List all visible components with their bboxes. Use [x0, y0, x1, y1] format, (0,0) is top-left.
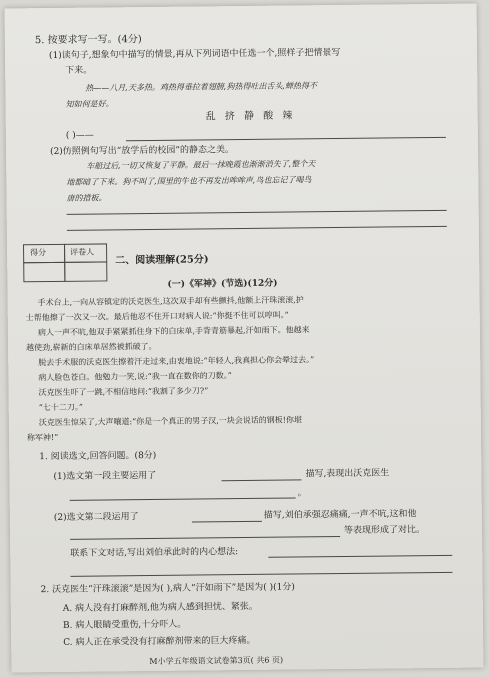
grader-label: 评卷人: [70, 247, 95, 257]
passage-para4: 病人脸色苍白。他勉力一笑,说:“我一直在数你的刀数。”: [38, 371, 232, 383]
q1-sub3-blank2[interactable]: [70, 572, 452, 577]
q2-option-a[interactable]: A. 病人没有打麻醉剂,他为病人感到担忧、紧张。: [62, 601, 258, 614]
q1-sub1-text2: 描写,表现出沃克医生: [305, 468, 390, 480]
q1-sub2-blank1[interactable]: [192, 521, 262, 523]
q2-option-b[interactable]: B. 病人眼睛受重伤,十分吓人。: [62, 619, 187, 631]
q1-sub3-text: 联系下文对话,写出刘伯承此时的内心想法:: [70, 547, 239, 559]
q5-part2-intro: (2)仿照例句写出“放学后的校园”的静态之美。: [49, 145, 235, 158]
passage-para1-line1: 手术台上,一向从容镇定的沃克医生,这次双手却有些颤抖,他额上汗珠滚滚,护: [37, 295, 304, 308]
q5-answer-label: ( )——: [65, 130, 94, 141]
grader-cell[interactable]: [64, 261, 107, 281]
passage-para2-line1: 病人一声不吭,他双手紧紧抓住身下的白床单,手背青筋暴起,汗如雨下。他越来: [37, 325, 310, 338]
page-footer: M小学五年级语文试卷第3页( 共6 页): [149, 655, 284, 667]
q1-sub1-end: 。: [297, 488, 307, 499]
q1-sub3-blank1[interactable]: [268, 555, 452, 558]
q5-answer-line2[interactable]: [67, 210, 447, 215]
q2-option-c[interactable]: C. 病人正在承受没有打麻醉剂带来的巨大疼痛。: [63, 635, 256, 648]
q5-answer-line3[interactable]: [67, 226, 447, 231]
q5-example2-line3: 唐的措板。: [66, 193, 107, 203]
q5-word-options: 乱 挤 静 酸 辣: [205, 110, 296, 123]
score-cell[interactable]: [23, 262, 65, 282]
q5-title: 5. 按要求写一写。(4分): [34, 34, 142, 47]
q1-sub1-text: (1)选文第一段主要运用了: [53, 470, 157, 483]
q5-example2-line2: 地都暗了下来。狗不叫了,围里的牛也不再发出哞哞声,鸟也忘记了喝鸟: [66, 175, 312, 187]
q1-title: 1. 阅读选文,回答问题。(8分): [39, 450, 157, 463]
passage-para3: 脱去手术服的沃克医生擦着汗走过来,由衷地说:“年轻人,我真担心你会晕过去。”: [38, 355, 315, 368]
q5-answer-line1[interactable]: [126, 137, 446, 141]
q5-example-line1: 热——八月,天多热。鸡热得垂拉着翅膀,狗热得吐出舌头,蝉热得不: [85, 81, 318, 93]
score-label: 得分: [30, 248, 47, 258]
passage-para5: 沃克医生吓了一跳,不相信地问:“我割了多少刀?”: [38, 386, 209, 398]
passage-title: (一)《军神》(节选)(12分): [167, 278, 278, 290]
q1-sub2-text2: 描写,刘伯承强忍痛痛,一声不吭,这和他: [263, 509, 417, 521]
q1-sub2-text: (2)选文第二段运用了: [53, 512, 139, 524]
q2-title: 2. 沃克医生“汗珠滚滚”是因为( ),病人“汗如雨下”是因为( )(1分): [40, 582, 295, 596]
passage-para2-line2: 越使劲,崭新的白床单居然被抓破了。: [26, 341, 157, 353]
passage-para7-line2: 称军神!”: [26, 432, 59, 443]
q1-sub1-blank1[interactable]: [221, 479, 301, 481]
q5-example-line2: 知如何是好。: [65, 99, 114, 109]
passage-para7-line1: 沃克医生惊呆了,大声嚷道:“你是一个真正的男子汉,一块会说话的钢板!你堪: [38, 415, 303, 428]
q1-sub2-blank2[interactable]: [70, 536, 340, 540]
exam-sheet: [5, 4, 484, 673]
section2-title: 二、阅读理解(25分): [115, 254, 209, 267]
q5-part1-intro: (1)读句子,想象句中描写的情景,再从下列词语中任选一个,照样子把情景写: [48, 47, 341, 62]
q5-part1-intro-cont: 下来。: [65, 65, 93, 76]
q5-example2-line1: 车船过后,一切又恢复了平静。最后一抹晚霞也渐渐消失了,整个天: [86, 159, 316, 171]
q1-sub2-end: 等表现形成了对比。: [343, 525, 426, 536]
passage-para1-line2: 士帮他擦了一次又一次。最后他忍不住开口对病人说:“你挺不住可以哼叫。”: [25, 310, 289, 323]
score-box: [23, 243, 107, 282]
passage-para6: “七十二刀。”: [38, 402, 83, 413]
q1-sub1-blank2[interactable]: [70, 497, 296, 500]
